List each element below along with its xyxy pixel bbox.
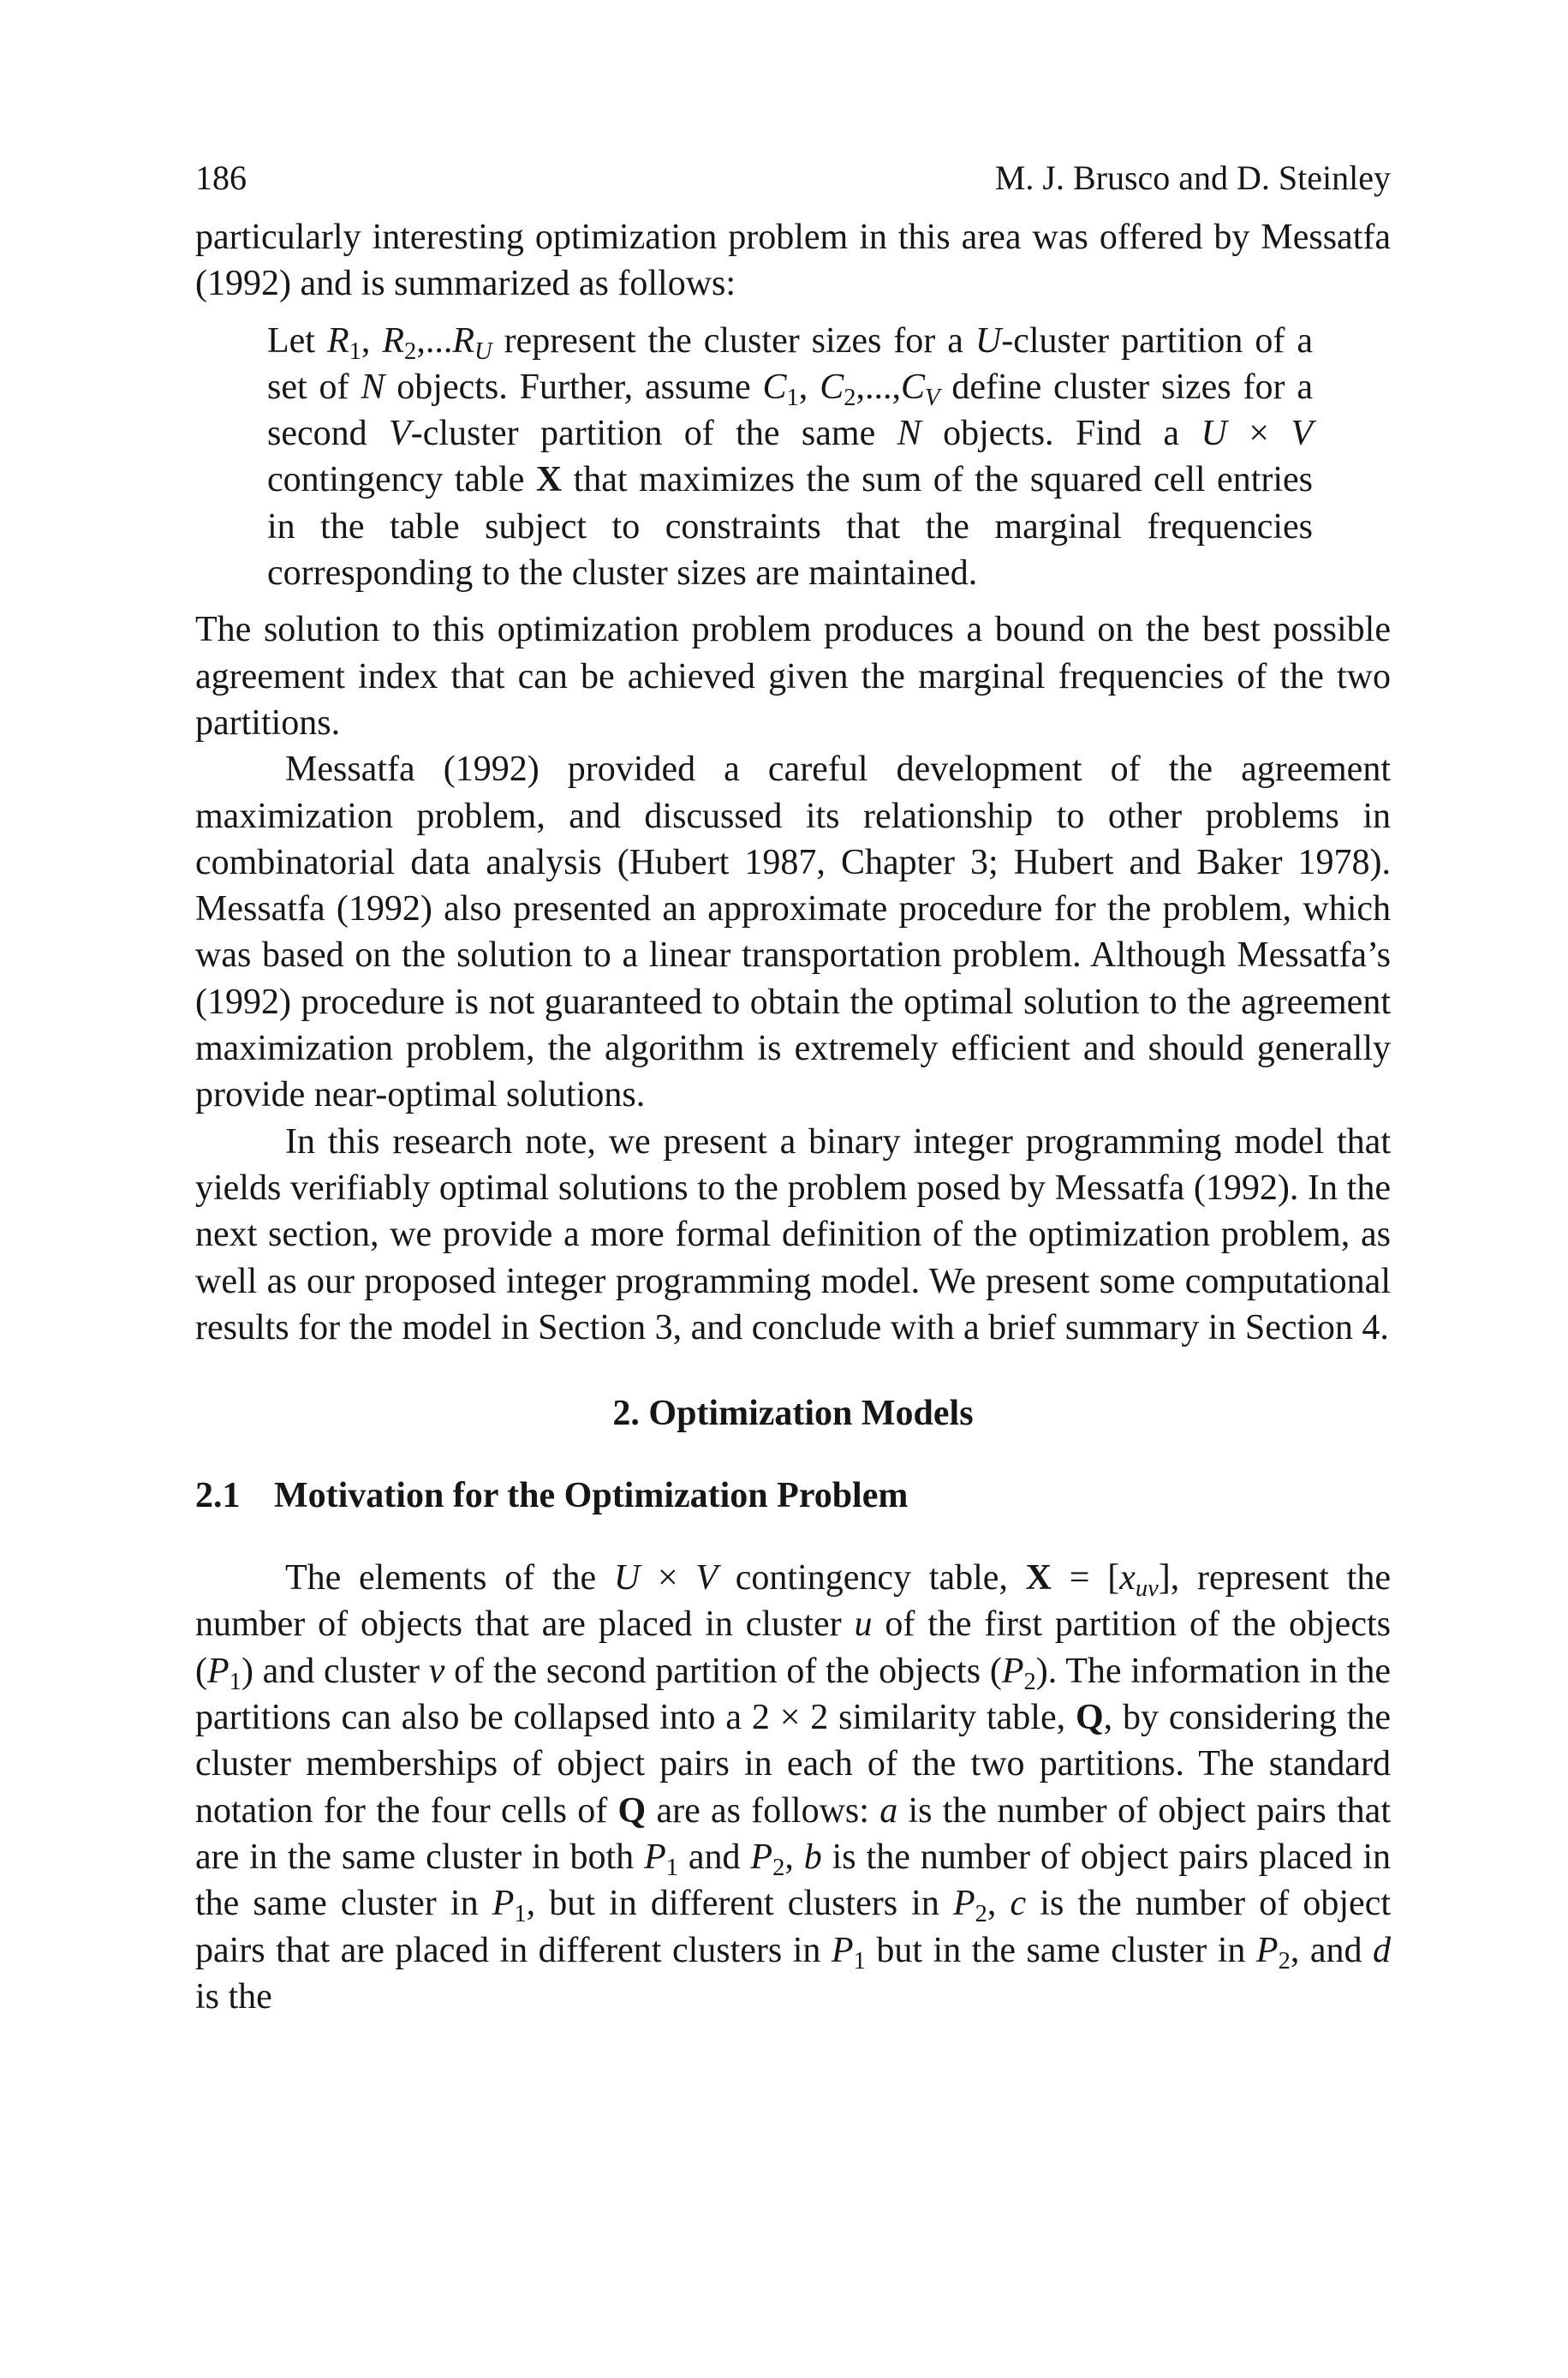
- intro-paragraph: particularly interesting optimization problem in this area was offered by Messatfa (1992) and is summarized as follows:: [195, 218, 1391, 304]
- messatfa-paragraph: Messatfa (1992) provided a careful development of the agreement maximization problem, and discussed its relationship to other problems in combinatorial data analysis (Hubert 1987, Chapter 3; Hubert and Baker 1978). Messatfa (1992) also presented an approximate procedure for the problem, which was based on the solution to a linear transportation problem. Although Messatfa’s (1992) procedure is not guaranteed to obtain the optimal solution to the agreement maximization problem, the algorithm is extremely efficient and should generally provide near-optimal solutions.: [195, 750, 1391, 1115]
- research-note-paragraph: In this research note, we present a binary integer programming model that yields verifiably optimal solutions to the problem posed by Messatfa (1992). In the next section, we provide a more formal definition of the optimization problem, as well as our proposed integer programming model. We present some computational results for the model in Section 3, and conclude with a brief summary in Section 4.: [195, 1121, 1391, 1347]
- subsection-heading: [195, 1473, 1391, 1519]
- problem-statement-quote: Let $R_1$, $R_2,...R_U$ represent the cluster sizes for a U-cluster partition of a set of N objects. Further, assume $C_1$, $C_2,...,C_V$ define cluster sizes for a second V-cluster partition of the same N objects. Find a U × V contingency table X that maximizes the sum of the squared cell entries in the table subject to constraints that the marginal frequencies corresponding to the cluster sizes are maintained.: [267, 320, 1314, 594]
- running-head: M. J. Brusco and D. Steinley: [994, 158, 1391, 197]
- subsection-number: 2.1: [195, 1476, 241, 1516]
- page-number: 186: [195, 158, 247, 197]
- section-heading: 2. Optimization Models: [612, 1394, 974, 1434]
- motivation-paragraph: The elements of the U × V contingency table, $X = [x_{uv}]$, represent the number of objects that are placed in cluster u of the first partition of the objects $(P_1)$ and cluster v of the second partition of the objects $(P_2)$. The information in the partitions can also be collapsed into a 2 × 2 similarity table, Q, by considering the cluster memberships of object pairs in each of the two partitions. The standard notation for the four cells of Q are as follows: a is the number of object pairs that are in the same cluster in both $P_1$ and $P_2$, b is the number of object pairs placed in the same cluster in $P_1$, but in different clusters in $P_2$, c is the number of object pairs that are placed in different clusters in $P_1$ but in the same cluster in $P_2$, and d is the: [195, 1558, 1392, 2017]
- journal-page: [195, 152, 1391, 2020]
- solution-paragraph: The solution to this optimization problem produces a bound on the best possible agreement index that can be achieved given the marginal frequencies of the two partitions.: [195, 610, 1391, 743]
- subsection-title-text: Motivation for the Optimization Problem: [274, 1476, 909, 1516]
- page-header: [195, 152, 1391, 204]
